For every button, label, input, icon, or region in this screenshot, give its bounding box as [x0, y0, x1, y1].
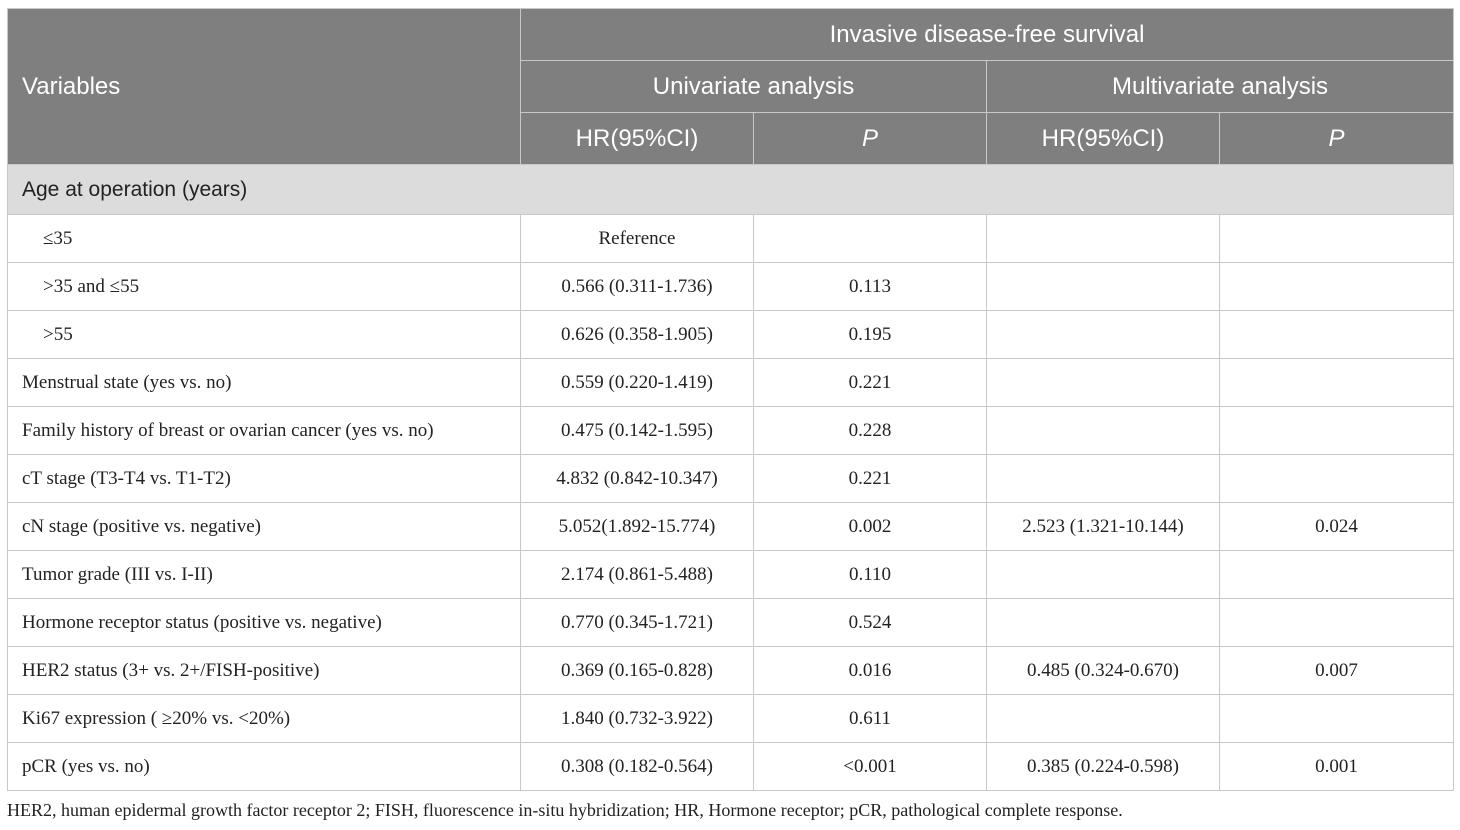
variable-cell: cT stage (T3-T4 vs. T1-T2) [8, 455, 521, 503]
multivariate-p-cell [1220, 407, 1454, 455]
table-row [8, 407, 1454, 455]
multivariate-p-cell [1220, 455, 1454, 503]
variable-cell: Ki67 expression ( ≥20% vs. <20%) [8, 695, 521, 743]
multivariate-hr-cell [987, 551, 1220, 599]
table-body [8, 165, 1454, 791]
univariate-p-cell: 0.221 [754, 455, 987, 503]
table-footnote: HER2, human epidermal growth factor receptor 2; FISH, fluorescence in-situ hybridization; HR, Hormone receptor; pCR, pathological complete response. [7, 800, 1123, 820]
univariate-p-cell: 0.002 [754, 503, 987, 551]
variable-cell: Family history of breast or ovarian cancer (yes vs. no) [8, 407, 521, 455]
multivariate-header: Multivariate analysis [987, 61, 1454, 113]
univariate-p-header: P [754, 113, 987, 165]
univariate-p-cell: 0.195 [754, 311, 987, 359]
multivariate-p-cell [1220, 215, 1454, 263]
multivariate-hr-cell [987, 359, 1220, 407]
multivariate-p-cell [1220, 311, 1454, 359]
variable-cell: HER2 status (3+ vs. 2+/FISH-positive) [8, 647, 521, 695]
univariate-hr-cell: Reference [521, 215, 754, 263]
variable-cell: Tumor grade (III vs. I-II) [8, 551, 521, 599]
variable-cell: Menstrual state (yes vs. no) [8, 359, 521, 407]
multivariate-p-cell [1220, 359, 1454, 407]
univariate-hr-cell: 0.559 (0.220-1.419) [521, 359, 754, 407]
table-row [8, 503, 1454, 551]
section-row-age [8, 165, 1454, 215]
univariate-hr-cell: 0.566 (0.311-1.736) [521, 263, 754, 311]
table-row [8, 647, 1454, 695]
table-row [8, 455, 1454, 503]
multivariate-p-cell [1220, 551, 1454, 599]
univariate-hr-cell: 0.308 (0.182-0.564) [521, 743, 754, 791]
table-row [8, 263, 1454, 311]
univariate-p-cell [754, 215, 987, 263]
table-row [8, 599, 1454, 647]
multivariate-p-cell [1220, 695, 1454, 743]
univariate-p-cell: 0.016 [754, 647, 987, 695]
multivariate-hr-cell [987, 311, 1220, 359]
multivariate-hr-header: HR(95%CI) [987, 113, 1220, 165]
multivariate-p-header: P [1220, 113, 1454, 165]
multivariate-p-cell: 0.007 [1220, 647, 1454, 695]
multivariate-p-cell [1220, 599, 1454, 647]
multivariate-hr-cell [987, 455, 1220, 503]
multivariate-hr-cell [987, 215, 1220, 263]
variable-cell: Hormone receptor status (positive vs. negative) [8, 599, 521, 647]
univariate-p-cell: 0.110 [754, 551, 987, 599]
variable-cell: ≤35 [8, 215, 521, 263]
table-row [8, 695, 1454, 743]
variable-cell: >55 [8, 311, 521, 359]
table-row [8, 551, 1454, 599]
multivariate-hr-cell [987, 599, 1220, 647]
univariate-header: Univariate analysis [521, 61, 987, 113]
univariate-hr-header: HR(95%CI) [521, 113, 754, 165]
table-row [8, 743, 1454, 791]
univariate-hr-cell: 0.475 (0.142-1.595) [521, 407, 754, 455]
multivariate-p-cell: 0.001 [1220, 743, 1454, 791]
univariate-p-cell: <0.001 [754, 743, 987, 791]
univariate-p-cell: 0.611 [754, 695, 987, 743]
variable-cell: pCR (yes vs. no) [8, 743, 521, 791]
univariate-p-cell: 0.524 [754, 599, 987, 647]
table-row [8, 215, 1454, 263]
univariate-p-cell: 0.113 [754, 263, 987, 311]
univariate-hr-cell: 0.770 (0.345-1.721) [521, 599, 754, 647]
table-row [8, 311, 1454, 359]
variable-cell: >35 and ≤55 [8, 263, 521, 311]
multivariate-hr-cell [987, 407, 1220, 455]
univariate-hr-cell: 1.840 (0.732-3.922) [521, 695, 754, 743]
table-row [8, 359, 1454, 407]
multivariate-p-cell [1220, 263, 1454, 311]
univariate-p-cell: 0.228 [754, 407, 987, 455]
outcome-header: Invasive disease-free survival [521, 9, 1454, 61]
variable-cell: cN stage (positive vs. negative) [8, 503, 521, 551]
multivariate-hr-cell: 0.385 (0.224-0.598) [987, 743, 1220, 791]
results-table [7, 8, 1454, 791]
univariate-hr-cell: 4.832 (0.842-10.347) [521, 455, 754, 503]
section-label-age: Age at operation (years) [8, 165, 1454, 215]
multivariate-hr-cell [987, 695, 1220, 743]
variables-header: Variables [8, 9, 521, 165]
multivariate-hr-cell: 2.523 (1.321-10.144) [987, 503, 1220, 551]
multivariate-hr-cell [987, 263, 1220, 311]
univariate-hr-cell: 0.369 (0.165-0.828) [521, 647, 754, 695]
univariate-hr-cell: 2.174 (0.861-5.488) [521, 551, 754, 599]
univariate-p-cell: 0.221 [754, 359, 987, 407]
univariate-hr-cell: 5.052(1.892-15.774) [521, 503, 754, 551]
table-header [8, 9, 1454, 165]
multivariate-p-cell: 0.024 [1220, 503, 1454, 551]
univariate-hr-cell: 0.626 (0.358-1.905) [521, 311, 754, 359]
multivariate-hr-cell: 0.485 (0.324-0.670) [987, 647, 1220, 695]
